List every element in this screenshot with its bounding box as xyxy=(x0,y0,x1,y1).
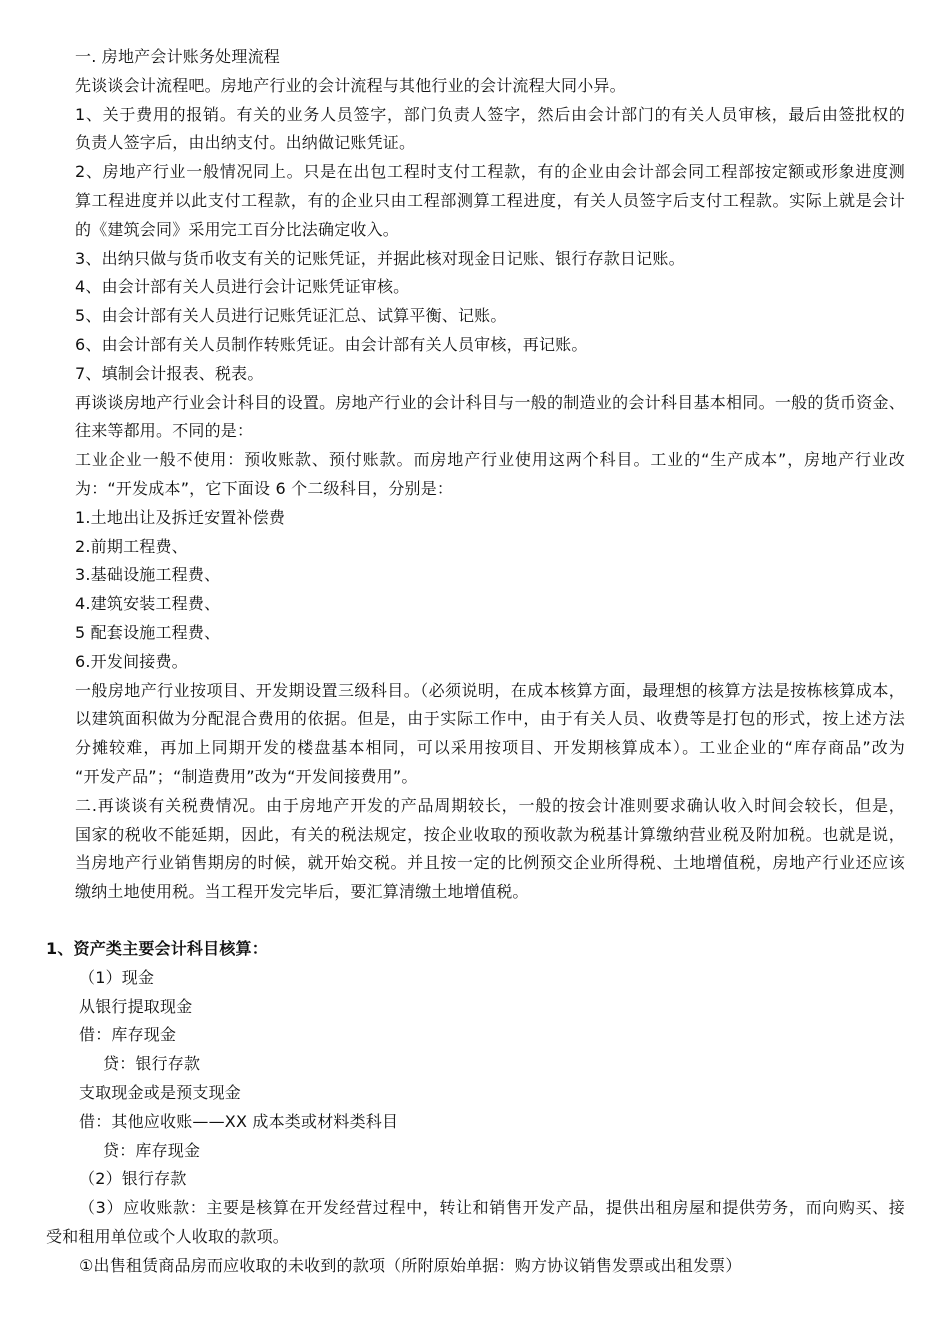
third-level-line-1: 一般房地产行业按项目、开发期设置三级科目。（必须说明，在成本核算方面，最理想的核算方法是按栋核算成本， xyxy=(75,681,905,700)
subjects-line-2: 往来等都用。不同的是： xyxy=(75,421,254,440)
receivable-line-1: （3）应收账款：主要是核算在开发经营过程中，转让和销售开发产品，提供出租房屋和提供劳务，而向购买、接 xyxy=(79,1198,905,1217)
subjects-line-1: 再谈谈房地产行业会计科目的设置。房地产行业的会计科目与一般的制造业的会计科目基本相同。一般的货币资金、 xyxy=(75,393,905,412)
sub-account-1: 1.土地出让及拆迁安置补偿费 xyxy=(75,508,286,527)
cash-advance-text: 支取现金或是预支现金 xyxy=(79,1083,242,1102)
sub-account-2: 2.前期工程费、 xyxy=(75,537,188,556)
intro-paragraph: 先谈谈会计流程吧。房地产行业的会计流程与其他行业的会计流程大同小异。 xyxy=(75,76,626,95)
cash-heading: （1）现金 xyxy=(79,968,155,987)
tax-line-2: 国家的税收不能延期，因此，有关的税法规定，按企业收取的预收款为税基计算缴纳营业税及附加税。也就是说， xyxy=(75,825,905,844)
third-level-line-2: 以建筑面积做为分配混合费用的依据。但是，由于实际工作中，由于有关人员、收费等是打包的形式，按上述方法 xyxy=(75,709,905,728)
item-5: 5、由会计部有关人员进行记账凭证汇总、试算平衡、记账。 xyxy=(75,306,507,325)
item-1-line-1: 1、关于费用的报销。有关的业务人员签字，部门负责人签字，然后由会计部门的有关人员审核，最后由签批权的 xyxy=(75,105,905,124)
item-6: 6、由会计部有关人员制作转账凭证。由会计部有关人员审核，再记账。 xyxy=(75,335,588,354)
item-1-line-2: 负责人签字后，由出纳支付。出纳做记账凭证。 xyxy=(75,133,416,152)
third-level-line-4: “开发产品”；“制造费用”改为“开发间接费用”。 xyxy=(75,767,418,786)
receivable-item-1: ①出售租赁商品房而应收取的未收到的款项（所附原始单据：购方协议销售发票或出租发票） xyxy=(79,1256,742,1275)
cash-withdraw-text: 从银行提取现金 xyxy=(79,997,193,1016)
sub-account-4: 4.建筑安装工程费、 xyxy=(75,594,221,613)
item-2-line-2: 算工程进度并以此支付工程款，有的企业只由工程部测算工程进度，有关人员签字后支付工程款。实际上就是会计 xyxy=(75,191,905,210)
sub-account-5: 5 配套设施工程费、 xyxy=(75,623,221,642)
advance-debit-entry: 借：其他应收账——XX 成本类或材料类科目 xyxy=(79,1112,399,1131)
receivable-line-2: 受和租用单位或个人收取的款项。 xyxy=(46,1227,290,1246)
cash-debit-entry: 借：库存现金 xyxy=(79,1025,177,1044)
heading-accounting-process: 一. 房地产会计账务处理流程 xyxy=(75,47,280,66)
tax-line-4: 缴纳土地使用税。当工程开发完毕后，要汇算清缴土地增值税。 xyxy=(75,882,529,901)
item-7: 7、填制会计报表、税表。 xyxy=(75,364,264,383)
tax-line-1: 二.再谈谈有关税费情况。由于房地产开发的产品周期较长，一般的按会计准则要求确认收入时间会较长，但是， xyxy=(75,796,905,815)
difference-line-2: 为：“开发成本”，它下面设 6 个二级科目，分别是： xyxy=(75,479,454,498)
section-asset-accounts-heading: 1、资产类主要会计科目核算： xyxy=(46,939,268,958)
bank-deposit-heading: （2）银行存款 xyxy=(79,1169,187,1188)
item-4: 4、由会计部有关人员进行会计记账凭证审核。 xyxy=(75,277,410,296)
item-3: 3、出纳只做与货币收支有关的记账凭证，并据此核对现金日记账、银行存款日记账。 xyxy=(75,249,685,268)
cash-credit-entry: 贷：银行存款 xyxy=(103,1054,201,1073)
third-level-line-3: 分摊较难，再加上同期开发的楼盘基本相同，可以采用按项目、开发期核算成本）。工业企业的“库存商品”改为 xyxy=(75,738,905,757)
sub-account-3: 3.基础设施工程费、 xyxy=(75,565,221,584)
difference-line-1: 工业企业一般不使用：预收账款、预付账款。而房地产行业使用这两个科目。工业的“生产成本”，房地产行业改 xyxy=(75,450,905,469)
item-2-line-3: 的《建筑会同》采用完工百分比法确定收入。 xyxy=(75,220,400,239)
tax-line-3: 当房地产行业销售期房的时候，就开始交税。并且按一定的比例预交企业所得税、土地增值税，房地产行业还应该 xyxy=(75,853,905,872)
sub-account-6: 6.开发间接费。 xyxy=(75,652,188,671)
item-2-line-1: 2、房地产行业一般情况同上。只是在出包工程时支付工程款，有的企业由会计部会同工程部按定额或形象进度测 xyxy=(75,162,905,181)
advance-credit-entry: 贷：库存现金 xyxy=(103,1141,201,1160)
